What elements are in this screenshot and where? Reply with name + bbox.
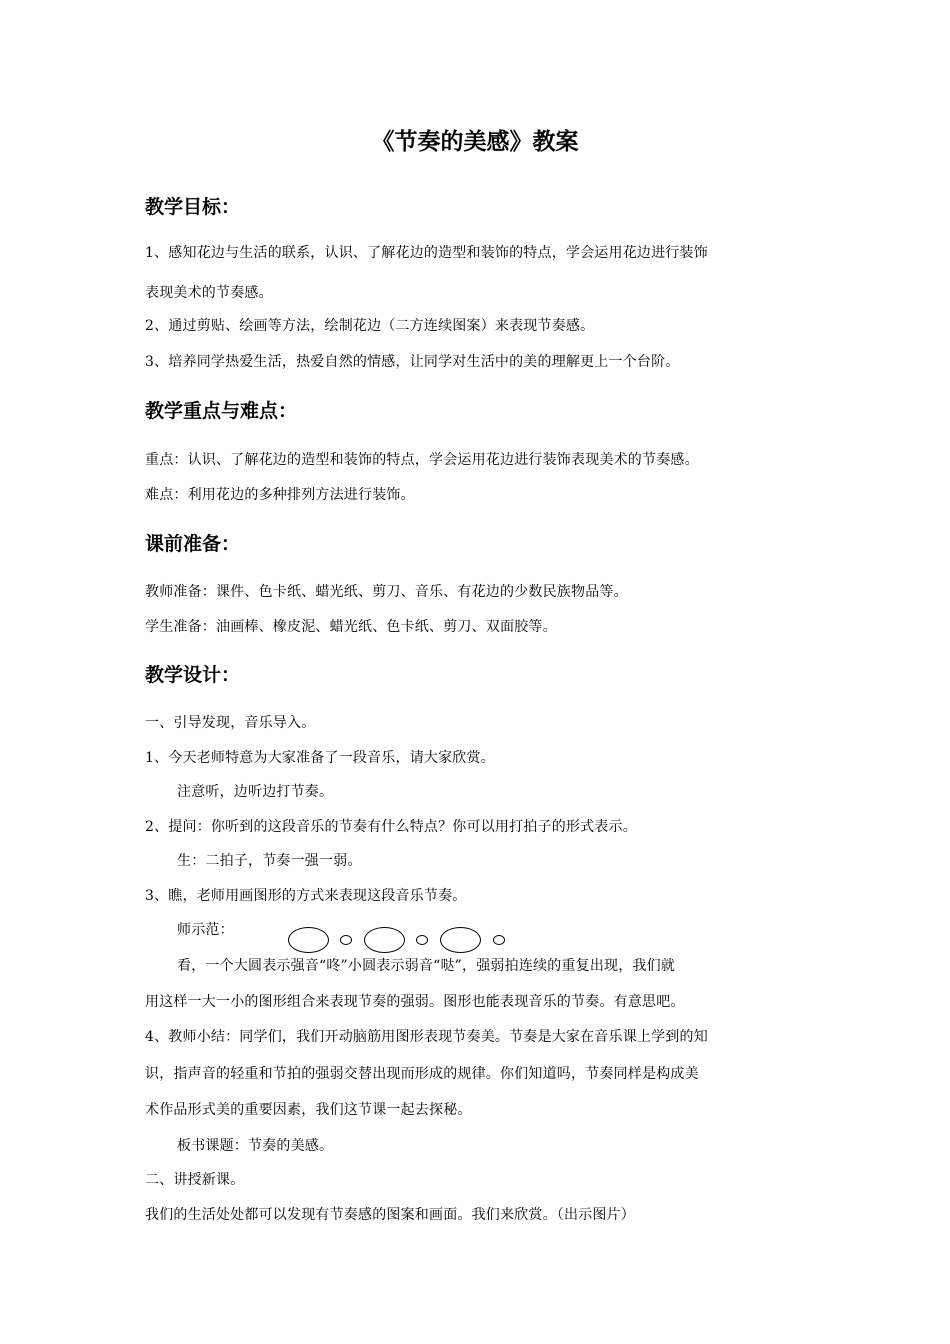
objective-line-1: 1、感知花边与生活的联系，认识、了解花边的造型和装饰的特点，学会运用花边进行装饰 <box>145 245 708 261</box>
design-line-6: 3、瞧，老师用画图形的方式来表现这段音乐节奏。 <box>145 888 467 904</box>
design-line-8: 看，一个大圆表示强音“咚”小圆表示弱音“哒”，强弱拍连续的重复出现，我们就 <box>177 958 676 974</box>
key-point-line: 重点：认识、了解花边的造型和装饰的特点，学会运用花边进行装饰表现美术的节奏感。 <box>145 452 699 468</box>
teacher-prep-line: 教师准备：课件、色卡纸、蜡光纸、剪刀、音乐、有花边的少数民族物品等。 <box>145 584 628 600</box>
design-line-2: 1、今天老师特意为大家准备了一段音乐，请大家欣赏。 <box>145 750 495 766</box>
large-circle-icon <box>288 927 329 953</box>
design-line-12: 术作品形式美的重要因素，我们这节课一起去探秘。 <box>145 1102 472 1118</box>
heading-objectives: 教学目标： <box>145 196 241 218</box>
objective-line-3: 3、培养同学热爱生活，热爱自然的情感，让同学对生活中的美的理解更上一个台阶。 <box>145 354 680 370</box>
student-prep-line: 学生准备：油画棒、橡皮泥、蜡光纸、色卡纸、剪刀、双面胶等。 <box>145 619 557 635</box>
objective-line-2: 2、通过剪贴、绘画等方法，绘制花边（二方连续图案）来表现节奏感。 <box>145 318 595 334</box>
small-circle-icon <box>493 935 505 945</box>
teacher-demo-label: 师示范： <box>177 922 234 938</box>
difficult-point-line: 难点：利用花边的多种排列方法进行装饰。 <box>145 487 415 503</box>
small-circle-icon <box>416 935 428 945</box>
large-circle-icon <box>364 927 405 953</box>
design-line-11: 识，指声音的轻重和节拍的强弱交替出现而形成的规律。你们知道吗，节奏同样是构成美 <box>145 1066 699 1082</box>
small-circle-icon <box>340 935 352 945</box>
heading-design: 教学设计： <box>145 664 241 686</box>
design-line-9: 用这样一大一小的图形组合来表现节奏的强弱。图形也能表现音乐的节奏。有意思吧。 <box>145 994 685 1010</box>
design-line-4: 2、提问：你听到的这段音乐的节奏有什么特点？你可以用打拍子的形式表示。 <box>145 819 637 835</box>
objective-line-1-cont: 表现美术的节奏感。 <box>145 285 273 301</box>
design-line-15: 我们的生活处处都可以发现有节奏感的图案和画面。我们来欣赏。（出示图片） <box>145 1207 635 1223</box>
design-line-3: 注意听，边听边打节奏。 <box>177 784 334 800</box>
design-line-10: 4、教师小结：同学们，我们开动脑筋用图形表现节奏美。节奏是大家在音乐课上学到的知 <box>145 1029 708 1045</box>
design-line-13: 板书课题：节奏的美感。 <box>177 1138 334 1154</box>
design-line-5: 生：二拍子，节奏一强一弱。 <box>177 853 362 869</box>
design-line-1: 一、引导发现，音乐导入。 <box>145 715 316 731</box>
document-title: 《节奏的美感》教案 <box>371 129 579 155</box>
design-line-14: 二、讲授新课。 <box>145 1172 245 1188</box>
heading-key-points: 教学重点与难点： <box>145 400 298 422</box>
large-circle-icon <box>440 927 481 953</box>
heading-preparation: 课前准备： <box>145 533 241 555</box>
